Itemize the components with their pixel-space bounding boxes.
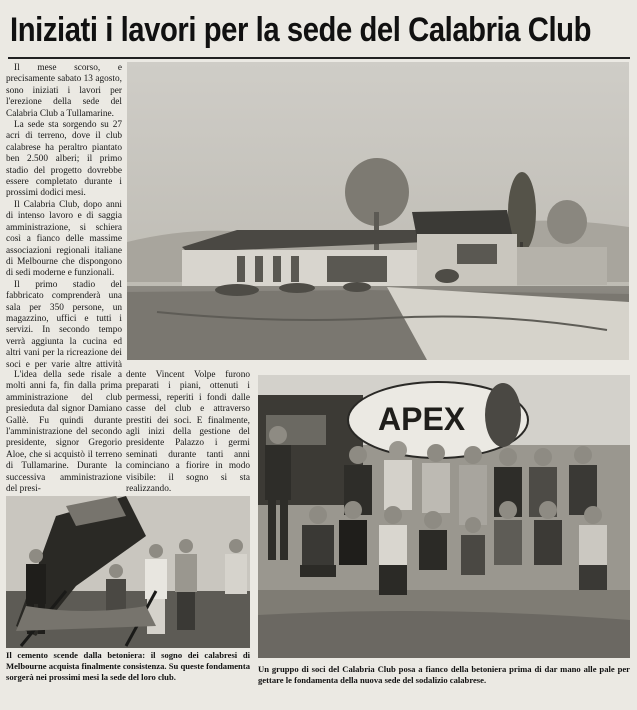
- cement-pouring-photo: [6, 496, 250, 648]
- article-paragraph: Il primo stadio del fabbricato comprenderà una sala per 350 persone, un magazzino, uffici e tutti i servizi. In secondo tempo verrà aggiunta la cucina ed altri vani per la ricreazione dei soci e per varie altre attività: [6, 279, 122, 369]
- article-paragraph: Il mese scorso, e precisamente sabato 13 agosto, sono iniziati i lavori per l'erezione della sede del Calabria Club a Tullamarine.: [6, 63, 122, 119]
- article-column-2a: [6, 370, 122, 494]
- article-column-1: [6, 63, 122, 369]
- article-paragraph: La sede sta sorgendo su 27 acri di terreno, dove il club calabrese ha peraltro piantato ben 2.500 alberi; il primo stadio del progetto dovrebbe essere completato durante i prossimi dodici mesi.: [6, 120, 122, 199]
- article-column-2b: [126, 370, 250, 494]
- members-group-photo: [258, 375, 630, 658]
- headline-rule: [8, 57, 630, 59]
- article-paragraph: dente Vincent Volpe furono preparati i piani, ottenuti i permessi, reperiti i fondi dalle casse del club e attraverso prestiti dei soci. E finalmente, agli inizi della gestione del presidente Palazzo i germi seminati durante tanti anni cominciano a fiorire in modo visibile: il sogno si sta realizzando.: [126, 370, 250, 494]
- article-paragraph: L'idea della sede risale a molti anni fa, fin dalla prima amministrazione del club presieduta dal signor Damiano Gallè. Fu quindi durante l'amministrazione del secondo presidente, signor Gregorio Aloe, che si acquistò il terreno di Tullamarine. Durante la successiva amministrazione del presi-: [6, 370, 122, 494]
- building-rendering-image: [127, 62, 629, 360]
- truck-lettering: APEX: [378, 401, 466, 437]
- caption-left: Il cemento scende dalla betoniera: il sogno dei calabresi di Melbourne acquista finalmente consistenza. Su queste fondamenta sorgerà nei prossimi mesi la sede del loro club.: [6, 650, 250, 682]
- caption-right: Un gruppo di soci del Calabria Club posa a fianco della betoniera prima di dar mano alle pale per gettare le fondamenta della nuova sede del sodalizio calabrese.: [258, 664, 630, 685]
- article-headline: Iniziati i lavori per la sede del Calabria Club: [10, 11, 592, 49]
- article-paragraph: Il Calabria Club, dopo anni di intenso lavoro e di saggia amministrazione, si schiera così a fianco delle massime associazioni regionali italiane di Melbourne che dispongono di sedi moderne e funzionali.: [6, 199, 122, 279]
